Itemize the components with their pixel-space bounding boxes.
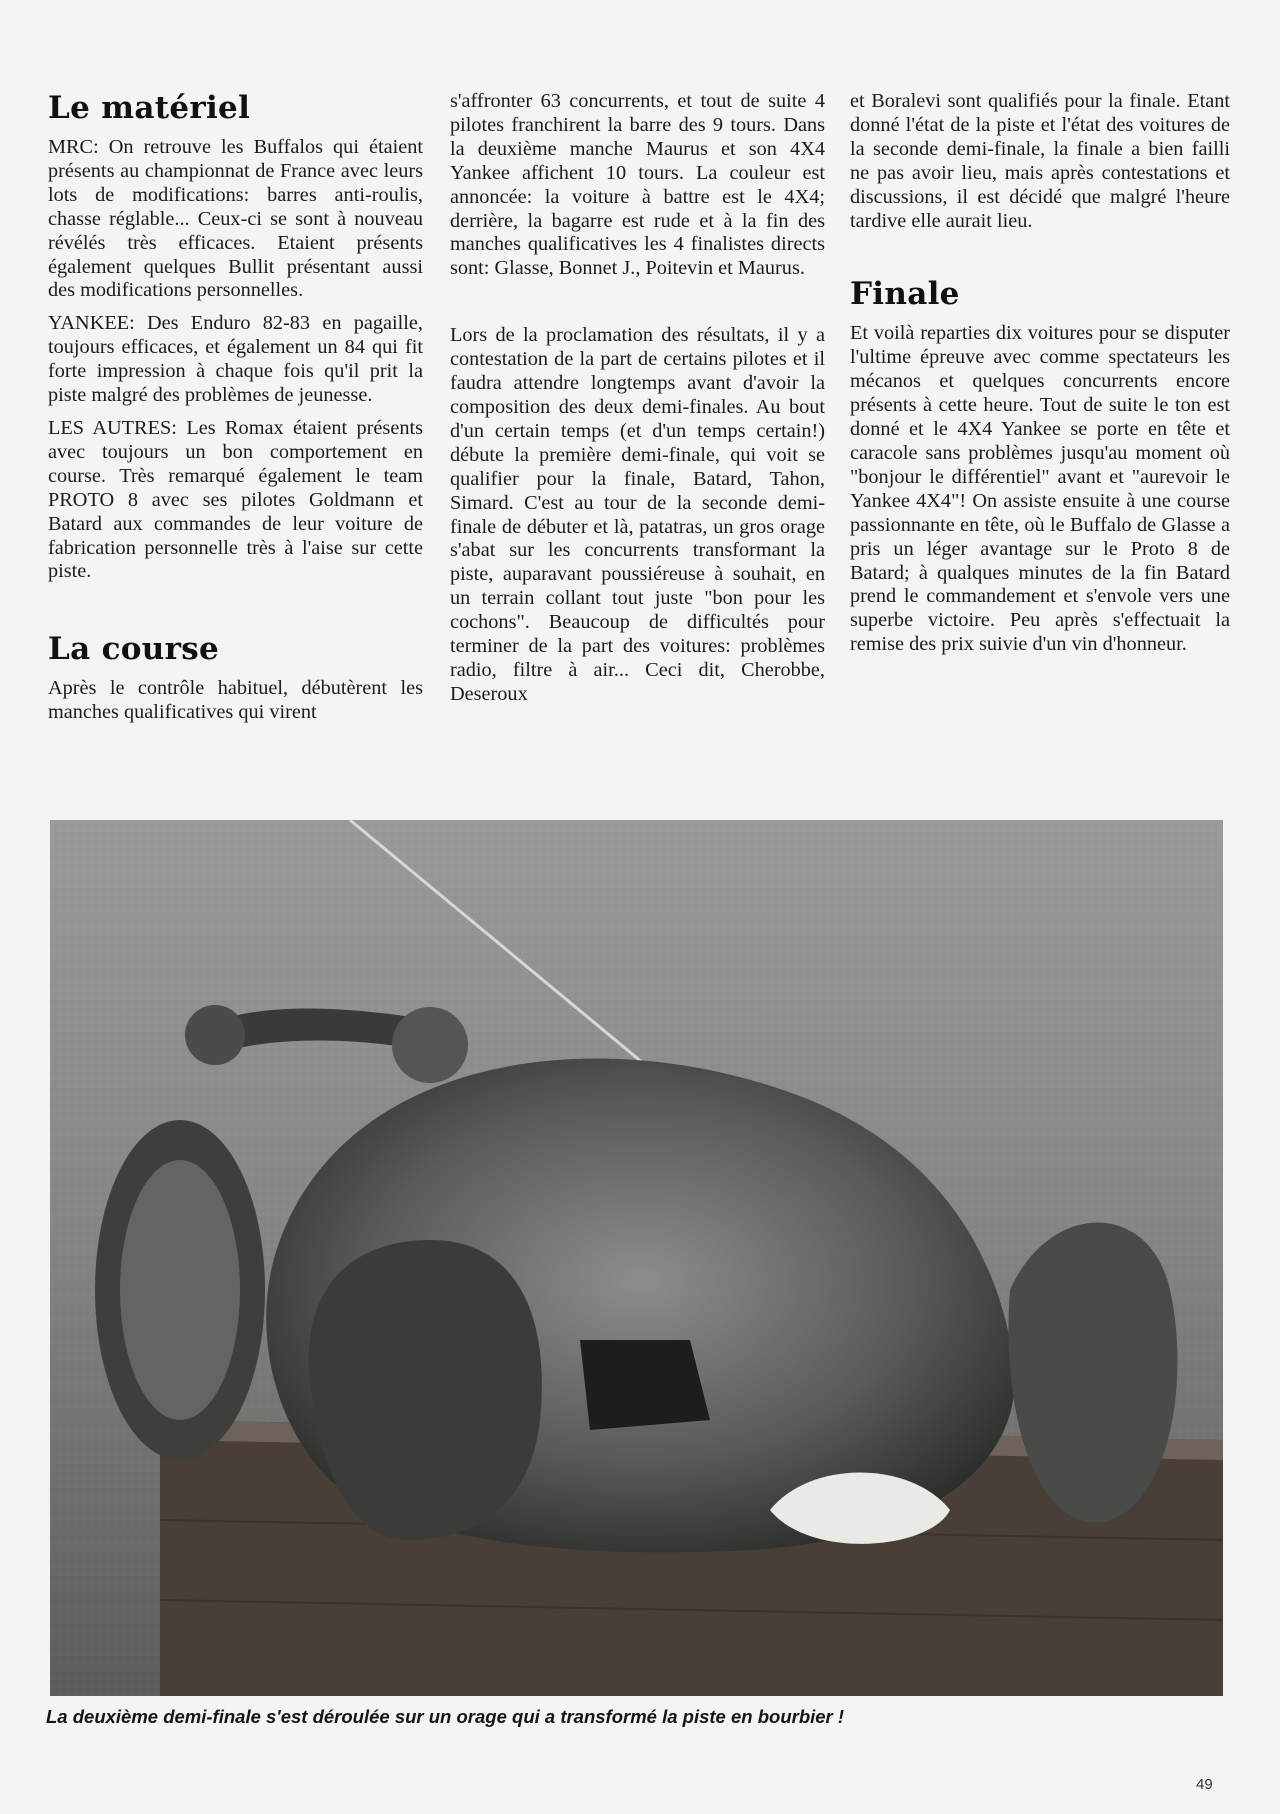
- mud-clump: [392, 1007, 468, 1083]
- paragraph-qualifies: et Boralevi sont qualifiés pour la finale. Etant donné l'état de la piste et l'état des voitures de la seconde demi-finale, la finale a bien failli ne pas avoir lieu, mais après contestations et discussions, il est décidé que malgré l'heure tardive elle aurait lieu.: [850, 90, 1230, 232]
- paragraph-course: Après le contrôle habituel, débutèrent les manches qualificatives qui virent: [48, 677, 423, 724]
- paragraph-mrc: MRC: On retrouve les Buffalos qui étaient présents au championnat de France avec leurs lots de modifications: barres anti-roulis, chasse réglable... Ceux-ci se sont à nouveau révélés très efficaces. Etaient présents également quelques Bullit présentant aussi des modifications personnelles.: [48, 136, 423, 302]
- front-wheel-mud: [309, 1240, 542, 1540]
- column-middle: [450, 90, 825, 716]
- tire-tread: [120, 1160, 240, 1420]
- mud-clump: [185, 1005, 245, 1065]
- paragraph-qualifs: s'affronter 63 concurrents, et tout de suite 4 pilotes franchirent la barre des 9 tours. Dans la deuxième manche Maurus et son 4X4 Yankee affichent 10 tours. La couleur est annoncée: la voiture à battre est le 4X4; derrière, la bagarre est rude et à la fin des manches qualificatives les 4 finalistes directs sont: Glasse, Bonnet J., Poitevin et Maurus.: [450, 90, 825, 280]
- paragraph-autres: LES AUTRES: Les Romax étaient présents avec toujours un bon comportement en course. Très remarqué également le team PROTO 8 avec ses pilotes Goldmann et Batard aux commandes de leur voiture de fabrication personnelle très à l'aise sur cette piste.: [48, 416, 423, 583]
- photo-caption: La deuxième demi-finale s'est déroulée sur un orage qui a transformé la piste en bourbier !: [46, 1706, 845, 1727]
- photo-illustration: [50, 820, 1223, 1696]
- page-number: 49: [1196, 1776, 1213, 1793]
- heading-finale: Finale: [850, 276, 960, 313]
- muddy-car-photo: [50, 820, 1223, 1696]
- heading-course: La course: [48, 631, 219, 668]
- spacer: [48, 593, 423, 631]
- paragraph-yankee: YANKEE: Des Enduro 82-83 en pagaille, toujours efficaces, et également un 84 qui fit forte impression à chaque fois qu'il prit la piste malgré des problèmes de jeunesse.: [48, 312, 423, 407]
- column-right: [850, 90, 1230, 666]
- column-left: [48, 90, 423, 734]
- paragraph-demi-finales: Lors de la proclamation des résultats, il y a contestation de la part de certains pilotes et il faudra attendre longtemps avant d'avoir la composition des deux demi-finales. Au bout d'un certain temps (et d'un temps certain!) débute la première demi-finale, qui voit se qualifier pour la finale, Batard, Tahon, Simard. C'est au tour de la seconde demi-finale de débuter et là, patatras, un gros orage s'abat sur les concurrents transformant la piste, auparavant poussiéreuse à souhait, en un terrain collant tout juste "bon pour les cochons". Beaucoup de difficultés pour terminer de la part des voitures: problèmes radio, filtre à air... Ceci dit, Cherobbe, Deseroux: [450, 324, 825, 705]
- spacer: [850, 242, 1230, 276]
- heading-materiel: Le matériel: [48, 90, 251, 126]
- paragraph-finale: Et voilà reparties dix voitures pour se disputer l'ultime épreuve avec comme spectateurs les mécanos et quelques concurrents encore présents à cette heure. Tout de suite le ton est donné et le 4X4 Yankee se porte en tête et caracole sans problèmes jusqu'au moment où "bonjour le différentiel" avant et "aurevoir le Yankee 4X4"! On assiste ensuite à une course passionnante en tête, où le Buffalo de Glasse a pris un léger avantage sur le Proto 8 de Batard; à qualques minutes de la fin Batard prend le commandement et s'envole vers une superbe victoire. Peu après s'effectuait la remise des prix suivie d'un vin d'honneur.: [850, 322, 1230, 656]
- spacer: [450, 290, 825, 324]
- wheel-well-shadow: [580, 1340, 710, 1430]
